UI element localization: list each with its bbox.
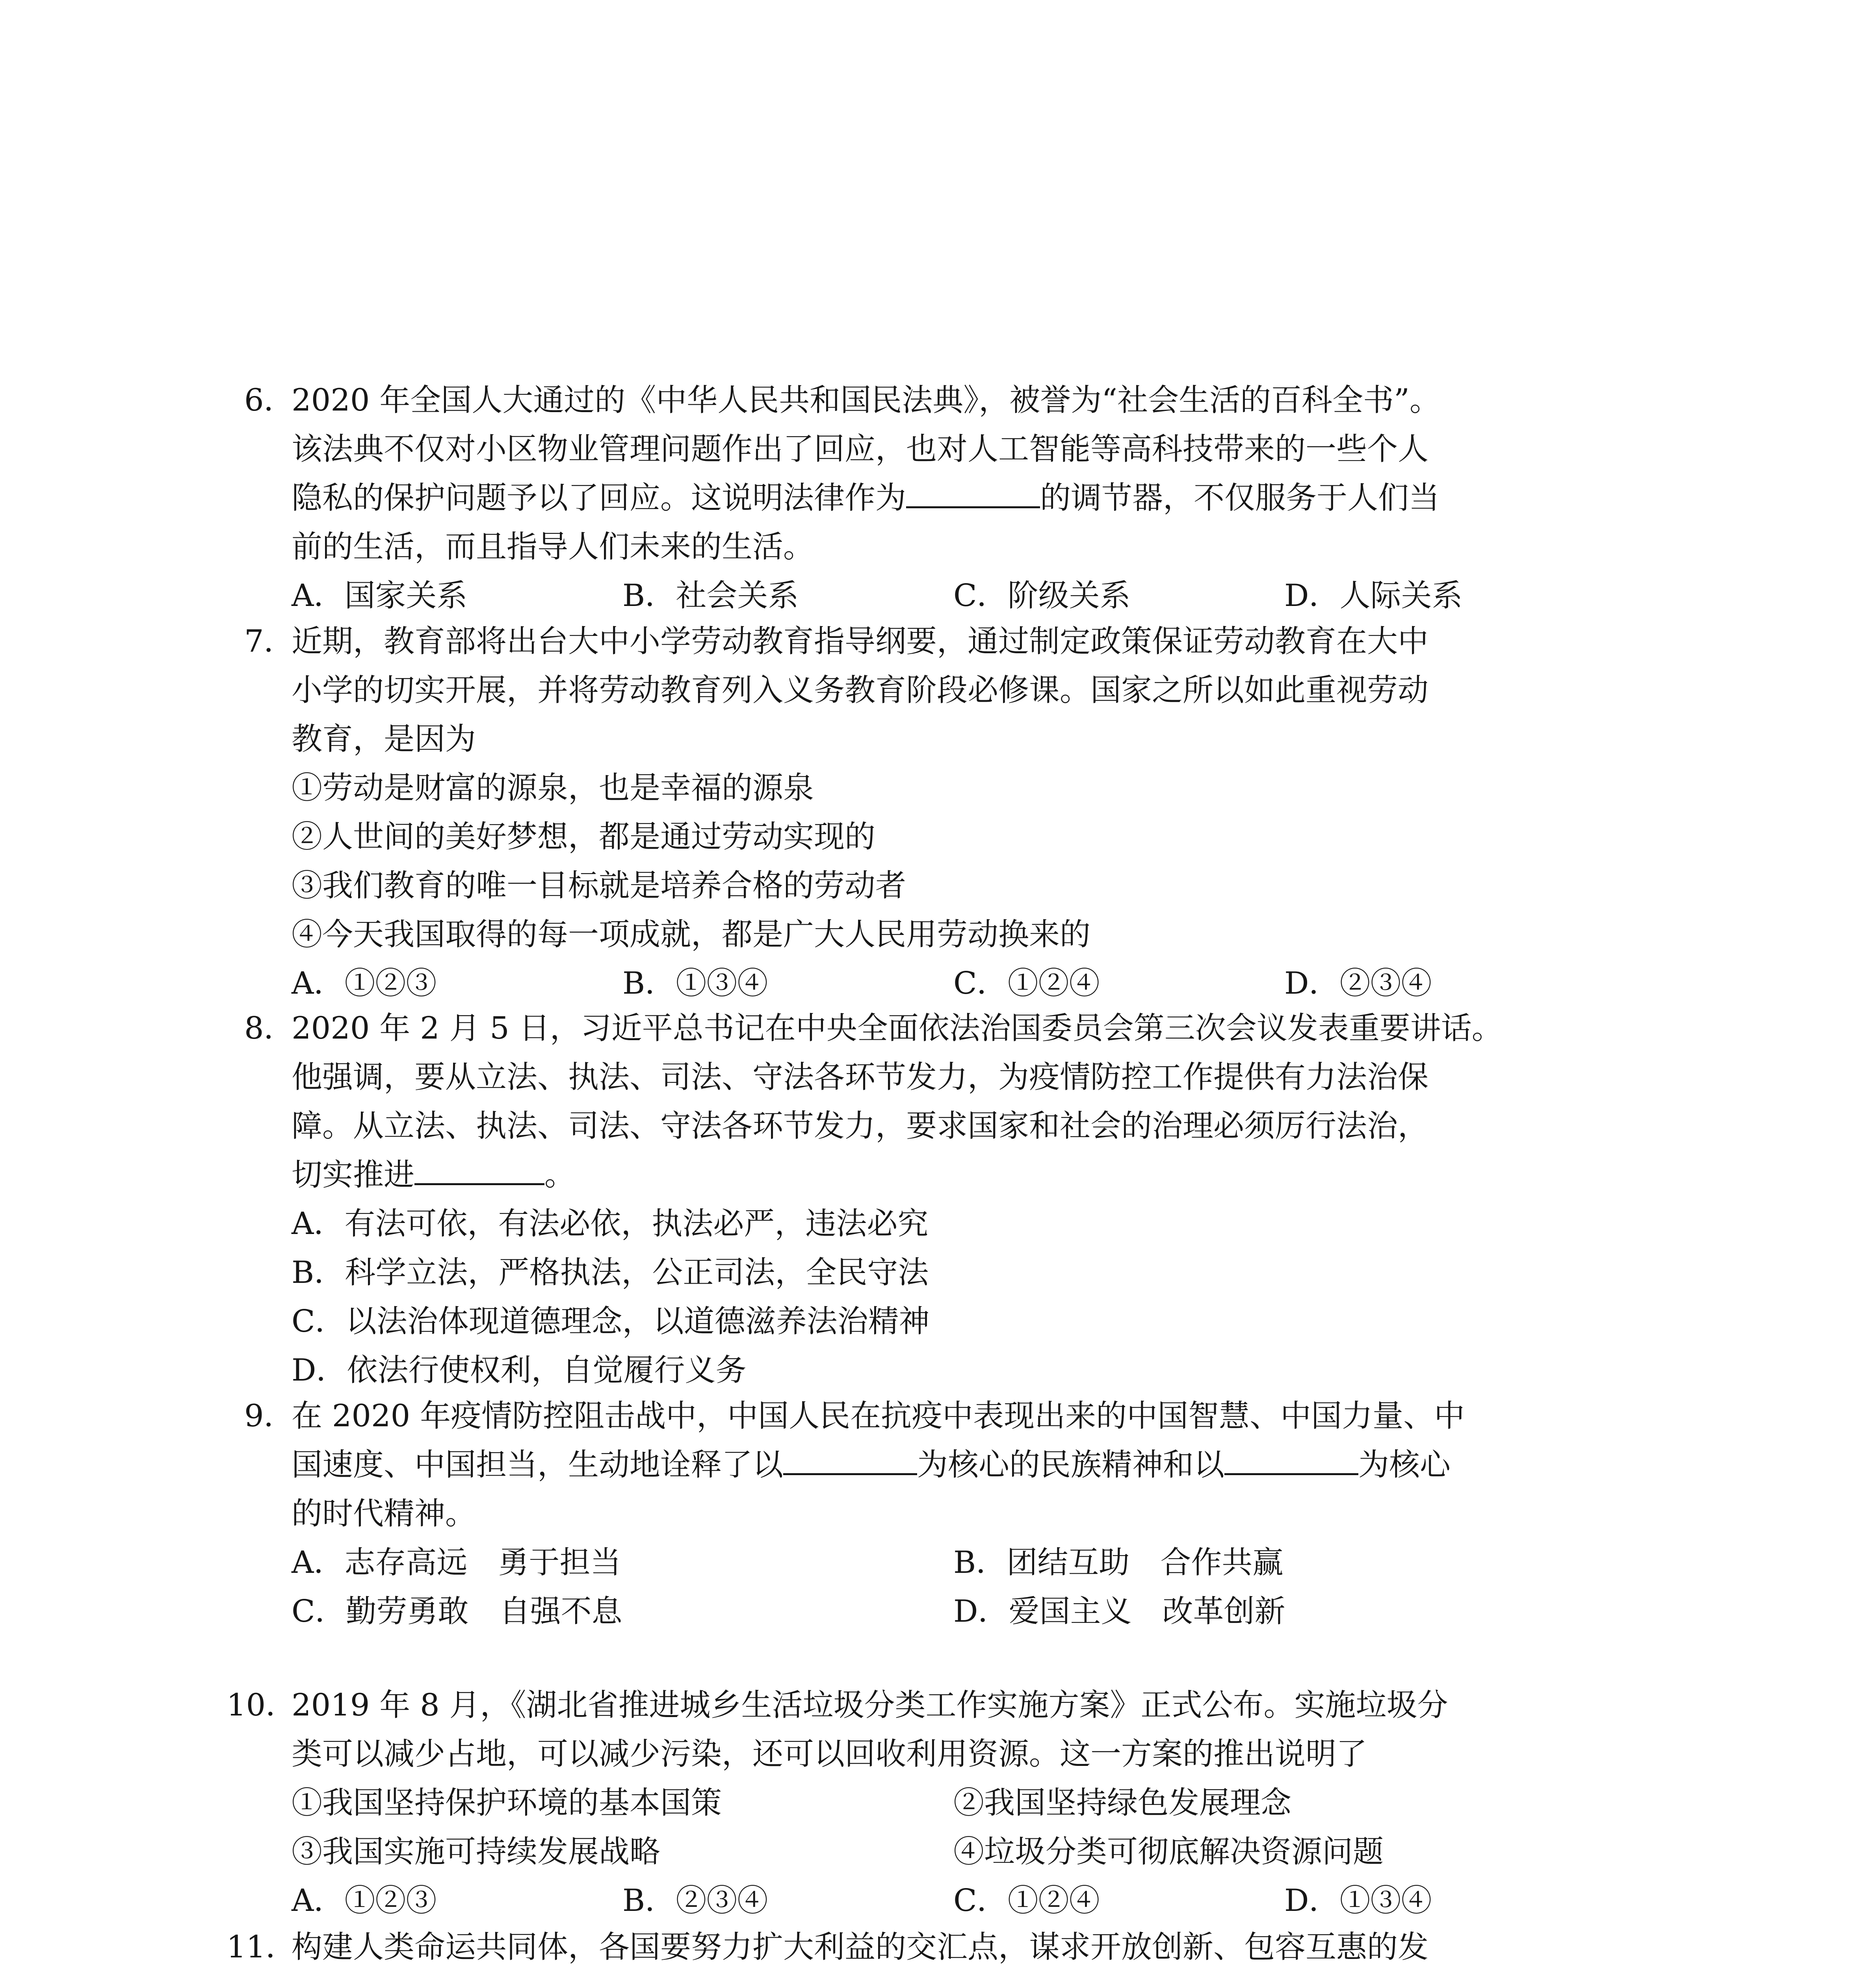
question-text: 前的生活，而且指导人们未来的生活。: [292, 529, 814, 565]
statement-item: ①劳动是财富的源泉，也是幸福的源泉: [292, 770, 814, 806]
question-text: 他强调，要从立法、执法、司法、守法各环节发力，为疫情防控工作提供有力法治保: [292, 1059, 1429, 1095]
option-a: A．国家关系: [292, 578, 468, 613]
answer-blank: [906, 479, 1040, 508]
question-text: 2020 年 2 月 5 日，习近平总书记在中央全面依法治国委员会第三次会议发表重要讲话。: [292, 1011, 1503, 1046]
question-text: 类可以减少占地，可以减少污染，还可以回收利用资源。这一方案的推出说明了: [292, 1736, 1367, 1772]
statement-item: ③我们教育的唯一目标就是培养合格的劳动者: [292, 868, 906, 903]
statement-item: ②我国坚持绿色发展理念: [953, 1785, 1292, 1821]
question-text: 该法典不仅对小区物业管理问题作出了回应，也对人工智能等高科技带来的一些个人: [292, 431, 1429, 467]
question-text: 小学的切实开展，并将劳动教育列入义务教育阶段必修课。国家之所以如此重视劳动: [292, 673, 1429, 708]
option-c: C．阶级关系: [953, 578, 1131, 613]
question-number: 11．: [227, 1929, 297, 1965]
statement-row: [292, 1827, 1623, 1876]
statement-item: ②人世间的美好梦想，都是通过劳动实现的: [292, 819, 876, 855]
answer-blank: [414, 1156, 544, 1185]
option-d: D．人际关系: [1284, 578, 1463, 613]
statement-row: [292, 1779, 1623, 1827]
question-number: 8．: [244, 1011, 295, 1046]
answer-blank: [1224, 1446, 1358, 1475]
question-text: 在 2020 年疫情防控阻击战中，中国人民在抗疫中表现出来的中国智慧、中国力量、中: [292, 1398, 1465, 1434]
option-b: B．②③④: [622, 1883, 768, 1918]
question-text: 2019 年 8 月，《湖北省推进城乡生活垃圾分类工作实施方案》正式公布。实施垃圾分: [292, 1688, 1448, 1723]
statement-item: ①我国坚持保护环境的基本国策: [292, 1785, 722, 1821]
option-a: A．①②③: [292, 966, 437, 1001]
answer-blank: [783, 1446, 917, 1475]
option-b: B．社会关系: [622, 578, 799, 613]
option-d: D．②③④: [1284, 966, 1432, 1001]
option-c: C．勤劳勇敢 自强不息: [292, 1594, 622, 1629]
statement-item: ③我国实施可持续发展战略: [292, 1834, 661, 1870]
answer-options: [292, 1587, 1623, 1636]
option-b: B．科学立法，严格执法，公正司法，全民守法: [292, 1255, 929, 1290]
statement-item: ④垃圾分类可彻底解决资源问题: [953, 1834, 1384, 1870]
option-c: C．以法治体现道德理念，以道德滋养法治精神: [292, 1304, 930, 1339]
question-text: 切实推进 。: [292, 1150, 1623, 1199]
question-7: [244, 617, 1623, 1008]
question-text: 近期，教育部将出台大中小学劳动教育指导纲要，通过制定政策保证劳动教育在大中: [292, 624, 1429, 659]
option-a: A．志存高远 勇于担当: [292, 1545, 621, 1580]
question-text: 国速度、中国担当，生动地诠释了以 为核心的民族精神和以 为核心: [292, 1440, 1623, 1489]
option-d: D．爱国主义 改革创新: [953, 1594, 1285, 1629]
question-text: 障。从立法、执法、司法、守法各环节发力，要求国家和社会的治理必须厉行法治，: [292, 1108, 1429, 1144]
option-b: B．团结互助 合作共赢: [953, 1545, 1283, 1580]
question-number: 10．: [227, 1688, 297, 1723]
question-text: 的时代精神。: [292, 1496, 476, 1531]
question-10: [227, 1681, 1623, 1925]
answer-options: [292, 1538, 1623, 1587]
option-c: C．①②④: [953, 1883, 1100, 1918]
option-a: A．①②③: [292, 1883, 437, 1918]
option-d: D．依法行使权利，自觉履行义务: [292, 1353, 747, 1388]
question-number: 6．: [244, 383, 295, 418]
answer-options: [292, 571, 1623, 620]
question-6: [244, 376, 1623, 620]
question-11: [227, 1923, 1623, 1970]
answer-options: [292, 1876, 1623, 1925]
question-9: [244, 1392, 1623, 1636]
answer-options: [292, 959, 1623, 1008]
question-number: 7．: [244, 624, 295, 659]
question-text: 隐私的保护问题予以了回应。这说明法律作为 的调节器，不仅服务于人们当: [292, 474, 1623, 522]
question-text: 2020 年全国人大通过的《中华人民共和国民法典》，被誉为“社会生活的百科全书”。: [292, 383, 1441, 418]
question-text: 构建人类命运共同体，各国要努力扩大利益的交汇点，谋求开放创新、包容互惠的发: [292, 1929, 1429, 1965]
statement-item: ④今天我国取得的每一项成就，都是广大人民用劳动换来的: [292, 917, 1091, 952]
question-text: 教育，是因为: [292, 721, 476, 757]
option-d: D．①③④: [1284, 1883, 1432, 1918]
option-c: C．①②④: [953, 966, 1100, 1001]
question-8: [244, 1004, 1623, 1395]
question-number: 9．: [244, 1398, 295, 1434]
option-a: A．有法可依，有法必依，执法必严，违法必究: [292, 1206, 929, 1241]
option-b: B．①③④: [622, 966, 768, 1001]
